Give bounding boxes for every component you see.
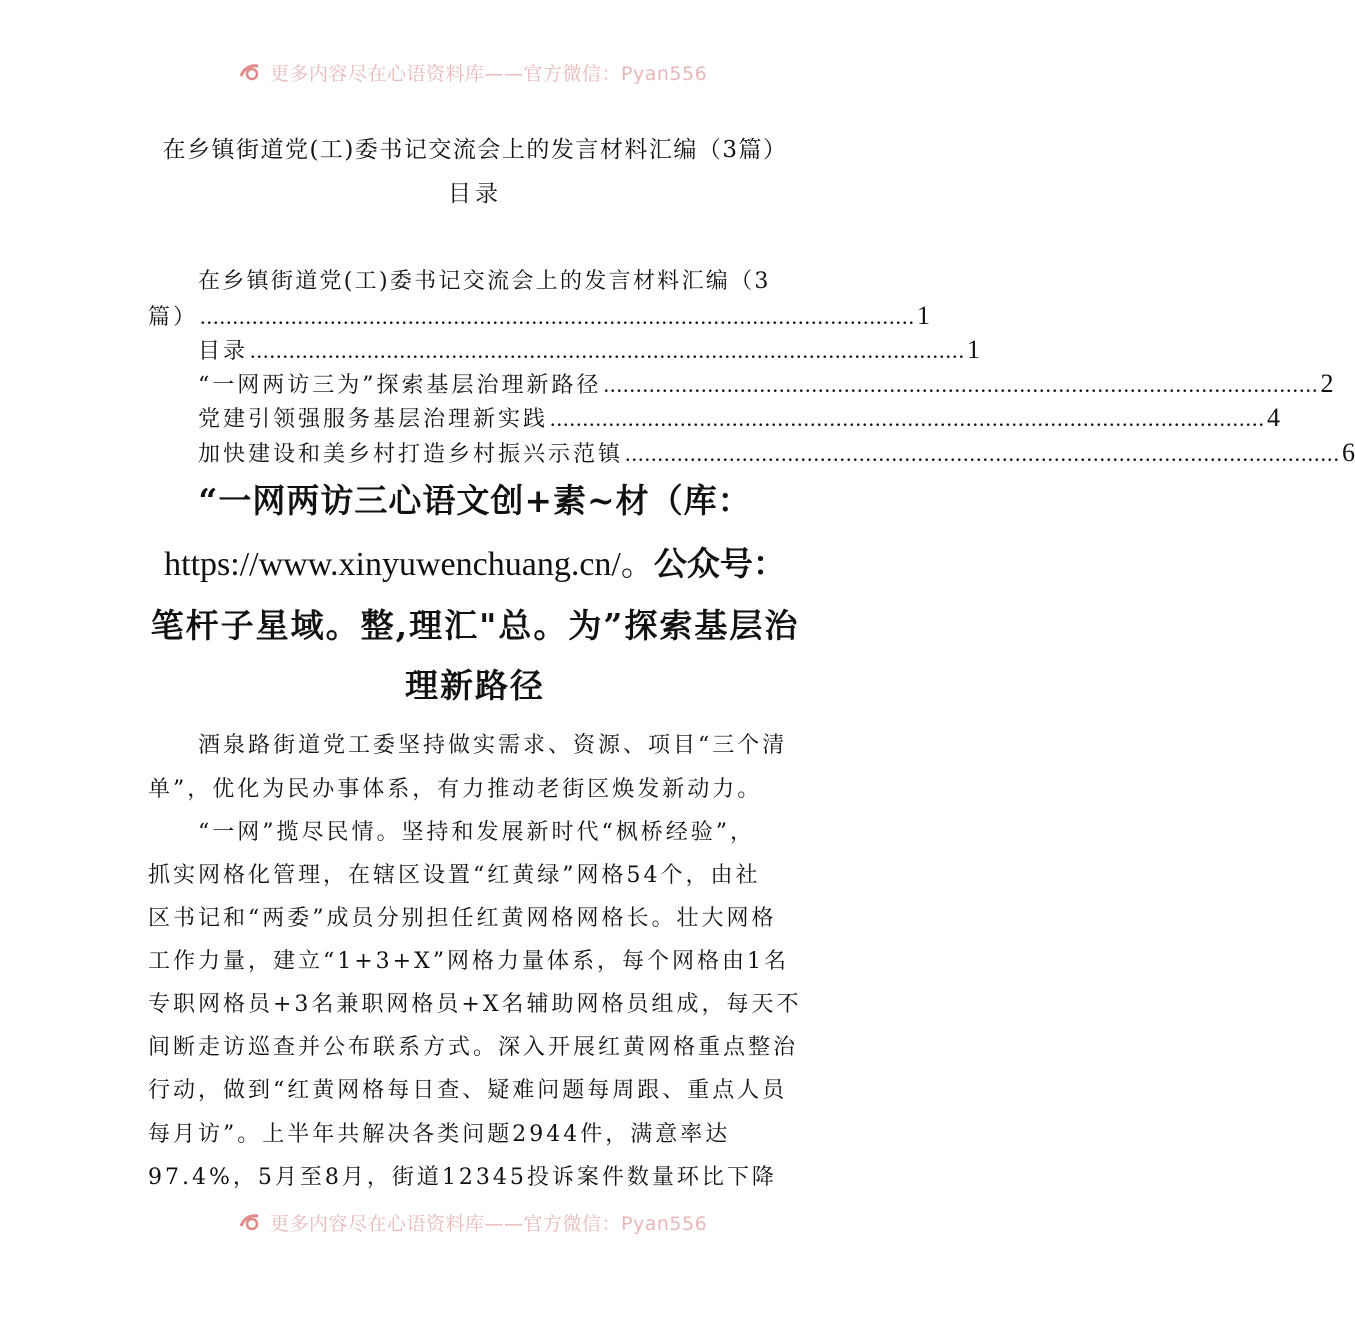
toc-entry-4[interactable] bbox=[198, 402, 1281, 432]
watermark-logo-icon bbox=[238, 62, 262, 82]
body-line-9: 行动，做到“红黄网格每日查、疑难问题每周跟、重点人员 bbox=[148, 1078, 788, 1103]
toc-entry-3-page: 2 bbox=[1320, 369, 1334, 398]
body-line-2: 单”，优化为民办事体系，有力推动老街区焕发新动力。 bbox=[148, 777, 763, 802]
body-line-3: “一网”揽尽民情。坚持和发展新时代“枫桥经验”， bbox=[198, 820, 755, 845]
toc-entry-4-page: 4 bbox=[1267, 403, 1281, 432]
toc-heading: 目录 bbox=[448, 181, 502, 207]
toc-entry-3-text: “一网两访三为”探索基层治理新路径 bbox=[198, 373, 602, 398]
watermark-bottom bbox=[238, 1210, 738, 1234]
watermark-text: 更多内容尽在心语资料库——官方微信：Pyan556 bbox=[270, 1212, 708, 1235]
article-heading-url[interactable]: https://www.xinyuwenchuang.cn/ bbox=[164, 546, 621, 583]
toc-entry-4-text: 党建引领强服务基层治理新实践 bbox=[198, 407, 549, 432]
body-line-5: 区书记和“两委”成员分别担任红黄网格网格长。壮大网格 bbox=[148, 906, 777, 931]
toc-entry-5-text: 加快建设和美乡村打造乡村振兴示范镇 bbox=[198, 442, 624, 467]
article-heading-line4: 理新路径 bbox=[405, 666, 545, 705]
article-heading-line1: “一网两访三心语文创+素~材（库： bbox=[198, 481, 752, 520]
toc-entry-2[interactable] bbox=[198, 334, 981, 364]
document-title: 在乡镇街道党(工)委书记交流会上的发言材料汇编（3篇） bbox=[162, 137, 788, 163]
body-line-4: 抓实网格化管理，在辖区设置“红黄绿”网格54个，由社 bbox=[148, 863, 761, 888]
watermark-text: 更多内容尽在心语资料库——官方微信：Pyan556 bbox=[270, 62, 708, 85]
toc-leader-dots: .............................................................................................................. bbox=[250, 338, 966, 363]
toc-entry-3[interactable] bbox=[198, 368, 1334, 398]
toc-entry-5[interactable] bbox=[198, 437, 1355, 467]
toc-leader-dots: .............................................................................................................. bbox=[550, 406, 1266, 431]
article-heading-line3: 笔杆子星域。整,理汇"总。为”探索基层治 bbox=[150, 606, 800, 645]
toc-entry-5-page: 6 bbox=[1342, 438, 1355, 467]
toc-leader-dots: .............................................................................................................. bbox=[200, 304, 916, 329]
toc-entry-2-text: 目录 bbox=[198, 339, 249, 364]
body-line-11: 97.4%，5月至8月，街道12345投诉案件数量环比下降 bbox=[148, 1165, 777, 1190]
watermark-logo-icon bbox=[238, 1212, 262, 1232]
watermark-top bbox=[238, 60, 738, 84]
toc-leader-dots: .............................................................................................................. bbox=[625, 441, 1341, 466]
body-line-8: 间断走访巡查并公布联系方式。深入开展红黄网格重点整治 bbox=[148, 1035, 799, 1060]
body-line-7: 专职网格员+3名兼职网格员+X名辅助网格员组成，每天不 bbox=[148, 992, 802, 1017]
toc-entry-1-line1[interactable] bbox=[198, 264, 808, 295]
toc-leader-dots: .............................................................................................................. bbox=[603, 372, 1319, 397]
article-heading-sep: 。 bbox=[620, 544, 654, 583]
article-heading-public: 公众号： bbox=[653, 544, 786, 583]
toc-entry-1-text-cont: 篇） bbox=[148, 305, 199, 330]
body-line-6: 工作力量，建立“1+3+X”网格力量体系，每个网格由1名 bbox=[148, 949, 790, 974]
toc-entry-1-line2[interactable] bbox=[148, 300, 931, 330]
body-line-1: 酒泉路街道党工委坚持做实需求、资源、项目“三个清 bbox=[198, 733, 788, 758]
toc-entry-1-text: 在乡镇街道党(工)委书记交流会上的发言材料汇编（3 bbox=[198, 269, 771, 294]
body-line-10: 每月访”。上半年共解决各类问题2944件，满意率达 bbox=[148, 1122, 731, 1147]
article-heading-line2 bbox=[0, 538, 950, 585]
toc-entry-2-page: 1 bbox=[967, 335, 981, 364]
toc-entry-1-page: 1 bbox=[917, 301, 931, 330]
